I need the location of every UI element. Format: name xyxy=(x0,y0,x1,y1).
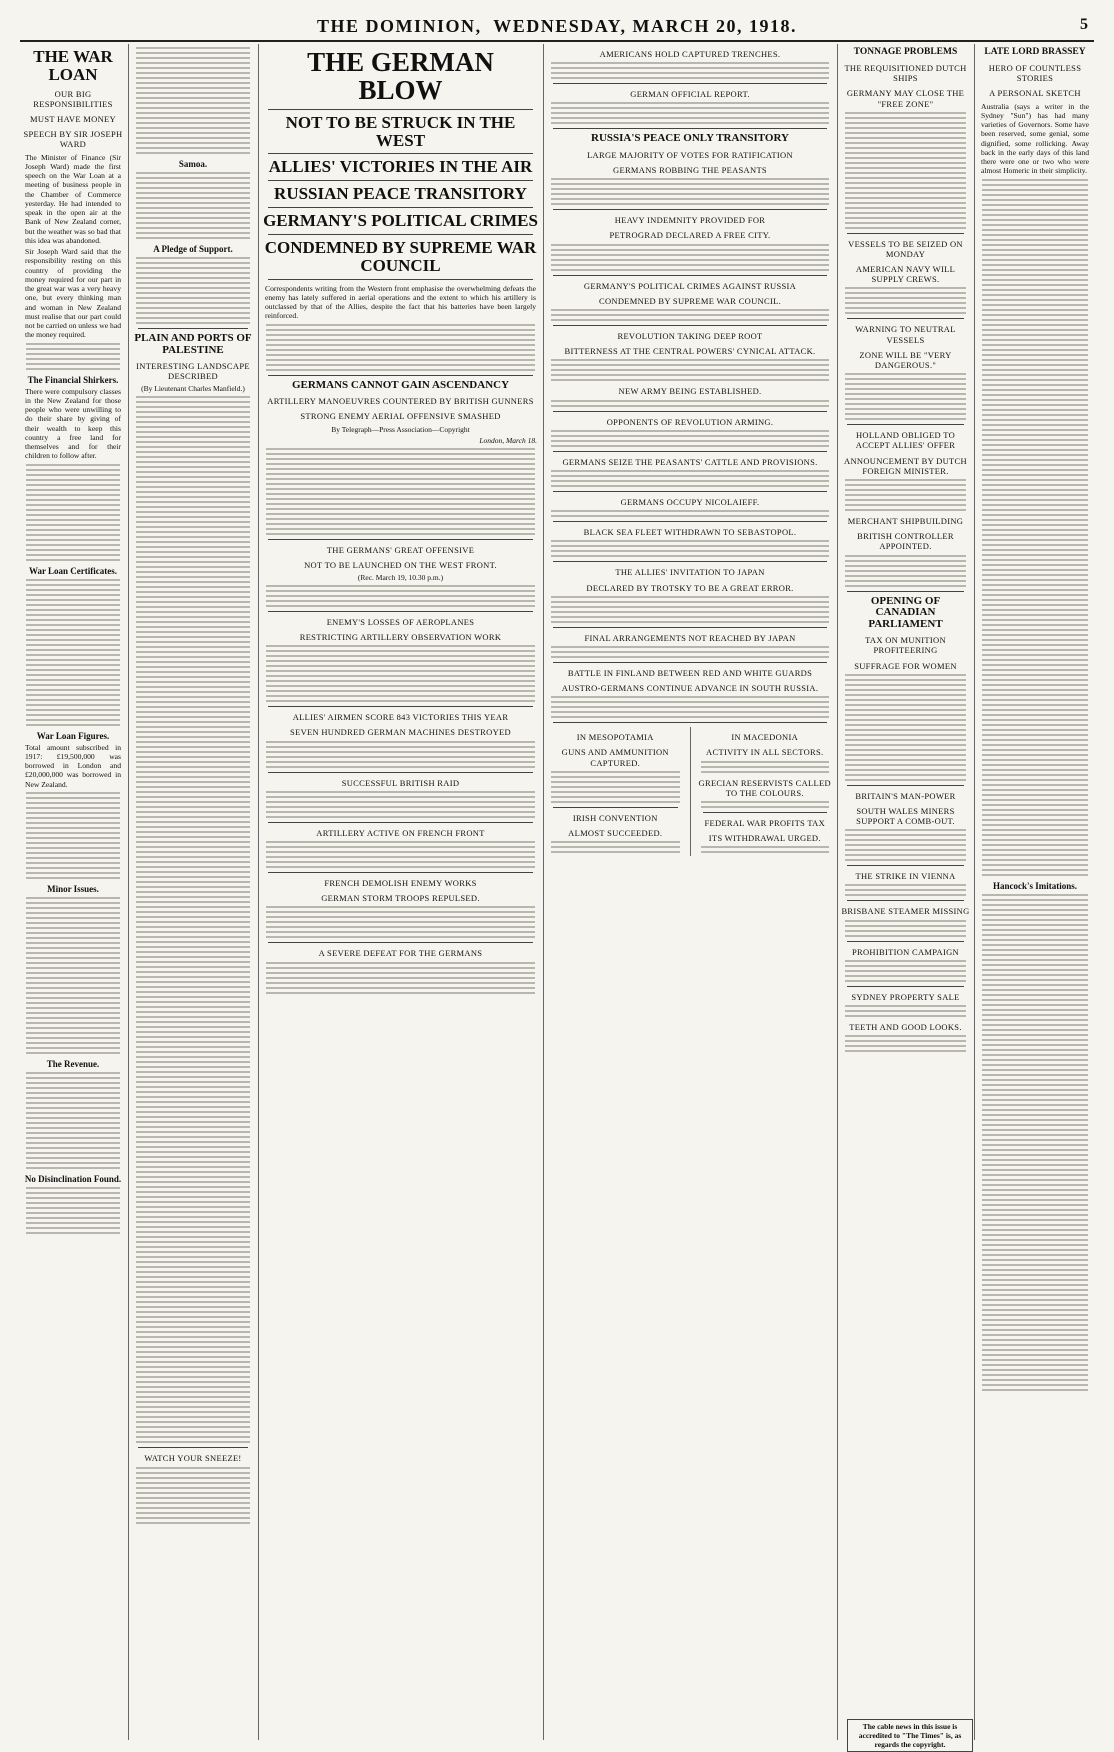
column-rule xyxy=(690,727,691,856)
text-lines xyxy=(136,396,250,1443)
section-headline: IN MACEDONIA xyxy=(731,732,799,743)
text-lines xyxy=(136,1467,250,1524)
section-headline: GERMANS OCCUPY NICOLAIEFF. xyxy=(620,496,760,507)
deck: RESTRICTING ARTILLERY OBSERVATION WORK xyxy=(299,632,502,643)
section-headline: GRECIAN RESERVISTS CALLED TO THE COLOURS. xyxy=(698,777,831,798)
text-lines xyxy=(26,1072,120,1169)
text-lines xyxy=(136,172,250,239)
deck: DECLARED BY TROTSKY TO BE A GREAT ERROR. xyxy=(586,582,794,593)
divider xyxy=(268,539,533,540)
divider xyxy=(847,865,964,866)
text-lines xyxy=(551,244,829,271)
copyright-notice: The cable news in this issue is accredited to "The Times" is, as regards the copyright. xyxy=(847,1719,973,1752)
text-lines xyxy=(982,179,1088,876)
text-lines xyxy=(845,829,966,861)
text-lines xyxy=(26,464,120,561)
column-rule xyxy=(974,44,975,1740)
section-headline: BLACK SEA FLEET WITHDRAWN TO SEBASTOPOL. xyxy=(583,527,797,538)
advert-heading: WATCH YOUR SNEEZE! xyxy=(144,1453,242,1464)
section-headline: SYDNEY PROPERTY SALE xyxy=(851,991,960,1002)
text-lines xyxy=(845,920,966,937)
section-headline: GERMANS CANNOT GAIN ASCENDANCY xyxy=(291,378,510,391)
subhead: The Revenue. xyxy=(46,1058,100,1069)
text-lines xyxy=(551,540,829,557)
article-paragraph: Sir Joseph Ward said that the responsibility resting on this country of providing the money required for our part in the great war was a very heavy one, but every thinking man and woman in New Zealand must realise that our part could not be carried on unless we had the money required. xyxy=(25,247,121,340)
section-headline: SUCCESSFUL BRITISH RAID xyxy=(341,777,460,788)
deck: ITS WITHDRAWAL URGED. xyxy=(708,833,821,844)
deck: ACTIVITY IN ALL SECTORS. xyxy=(706,747,824,758)
text-lines xyxy=(551,178,829,205)
text-lines xyxy=(845,1005,966,1017)
column-rule xyxy=(258,44,259,1740)
text-lines xyxy=(551,400,829,407)
deck: SUFFRAGE FOR WOMEN xyxy=(854,660,957,671)
page-number: 5 xyxy=(1080,16,1088,33)
advert-heading: TEETH AND GOOD LOOKS. xyxy=(849,1022,962,1033)
text-lines xyxy=(701,801,830,808)
divider xyxy=(553,722,827,723)
divider xyxy=(847,233,964,234)
section-headline: HOLLAND OBLIGED TO ACCEPT ALLIES' OFFER xyxy=(855,430,956,451)
divider xyxy=(847,318,964,319)
section-headline: MERCHANT SHIPBUILDING xyxy=(847,515,964,526)
text-lines xyxy=(845,479,966,511)
divider xyxy=(703,812,828,813)
section-headline: GERMANS SEIZE THE PEASANTS' CATTLE AND PROVISIONS. xyxy=(562,456,818,467)
text-lines xyxy=(845,287,966,314)
divider xyxy=(553,275,827,276)
subhead: No Disinclination Found. xyxy=(24,1173,122,1184)
text-lines xyxy=(551,646,829,658)
divider xyxy=(847,591,964,592)
section-headline: FINAL ARRANGEMENTS NOT REACHED BY JAPAN xyxy=(584,632,796,643)
section-headline: ENEMY'S LOSSES OF AEROPLANES xyxy=(326,616,475,627)
text-lines xyxy=(266,906,535,938)
section-headline: PROHIBITION CAMPAIGN xyxy=(852,946,959,957)
text-lines xyxy=(266,841,535,868)
section-headline: A SEVERE DEFEAT FOR THE GERMANS xyxy=(318,948,483,959)
section-headline: TONNAGE PROBLEMS xyxy=(853,47,958,57)
subhead: Hancock's Imitations. xyxy=(992,880,1077,891)
column-war-loan xyxy=(22,44,124,1740)
divider xyxy=(268,611,533,612)
section-headline: OPENING OF CANADIAN PARLIAMENT xyxy=(868,594,943,630)
section-headline: BATTLE IN FINLAND BETWEEN RED AND WHITE GUARDS xyxy=(567,667,813,678)
main-headline: THE GERMAN BLOW xyxy=(307,47,494,106)
text-lines xyxy=(551,510,829,517)
text-lines xyxy=(982,894,1088,1391)
section-headline: HEAVY INDEMNITY PROVIDED FOR xyxy=(614,215,766,226)
text-lines xyxy=(551,430,829,447)
divider xyxy=(268,706,533,707)
deck: ARTILLERY MANOEUVRES COUNTERED BY BRITISH GUNNERS xyxy=(267,396,534,407)
deck: RUSSIAN PEACE TRANSITORY xyxy=(274,184,527,204)
subhead: The Financial Shirkers. xyxy=(27,374,119,385)
article-paragraph: The Minister of Finance (Sir Joseph Ward) made the first speech on the War Loan at a meeting of business people in the Chamber of Commerce yesterday. He had intended to speak in the open air at the Bank of New Zealand corner, but the weather was so bad that this idea was abandoned. xyxy=(25,152,121,245)
mesopotamia-block xyxy=(547,727,684,856)
text-lines xyxy=(136,47,250,154)
text-lines xyxy=(551,309,829,321)
section-headline: AMERICANS HOLD CAPTURED TRENCHES. xyxy=(599,49,781,59)
deck: OUR BIG RESPONSIBILITIES xyxy=(33,88,113,109)
article-paragraph: There were compulsory classes in the New Zealand for those people who were unwilling to do their share by giving of their wealth to keep this country a free land for themselves and for their children to follow after. xyxy=(25,386,121,461)
deck: SOUTH WALES MINERS SUPPORT A COMB-OUT. xyxy=(856,805,955,827)
text-lines xyxy=(845,960,966,982)
section-headline: GERMANY'S POLITICAL CRIMES AGAINST RUSSIA xyxy=(583,280,797,291)
text-lines xyxy=(845,884,966,896)
section-headline: ALLIES' AIRMEN SCORE 843 VICTORIES THIS YEAR xyxy=(292,712,509,723)
column-two xyxy=(132,44,254,1740)
text-lines xyxy=(136,257,250,324)
divider xyxy=(268,207,533,208)
divider xyxy=(553,451,827,452)
column-rule xyxy=(837,44,838,1740)
deck: ALMOST SUCCEEDED. xyxy=(568,828,663,839)
divider xyxy=(847,424,964,425)
deck: GERMAN STORM TROOPS REPULSED. xyxy=(321,893,480,904)
column-rule xyxy=(128,44,129,1740)
section-headline: IN MESOPOTAMIA xyxy=(576,732,654,743)
masthead-title: THE DOMINION, WEDNESDAY, MARCH 20, 1918. xyxy=(317,15,797,36)
deck: A PERSONAL SKETCH xyxy=(989,88,1081,99)
subhead: A Pledge of Support. xyxy=(153,244,233,254)
text-lines xyxy=(551,596,829,623)
text-lines xyxy=(266,448,535,535)
text-lines xyxy=(26,1187,120,1234)
text-lines xyxy=(551,696,829,718)
divider xyxy=(553,83,827,84)
deck: SPEECH BY SIR JOSEPH WARD xyxy=(23,129,123,150)
divider xyxy=(553,627,827,628)
section-headline: IRISH CONVENTION xyxy=(572,812,658,823)
subhead: War Loan Certificates. xyxy=(28,565,118,576)
deck: ANNOUNCEMENT BY DUTCH FOREIGN MINISTER. xyxy=(844,455,967,476)
divider xyxy=(268,772,533,773)
text-lines xyxy=(266,645,535,702)
deck: GERMANS ROBBING THE PEASANTS xyxy=(613,165,767,176)
subhead: Samoa. xyxy=(178,159,208,169)
text-lines xyxy=(845,674,966,781)
article-paragraph: Australia (says a writer in the Sydney "Sun") has had many varieties of Governors. Some have been reserved, some genial, some dignified, some rollicking. Away back in the early days of this land there were one or two who were almost Homeric in their simplicity. xyxy=(981,101,1089,176)
headline: THE WAR LOAN xyxy=(33,47,113,84)
divider xyxy=(847,900,964,901)
deck: ALLIES' VICTORIES IN THE AIR xyxy=(268,157,533,177)
divider xyxy=(553,491,827,492)
divider xyxy=(268,375,533,376)
dateline-place: London, March 18. xyxy=(479,435,537,445)
text-lines xyxy=(701,761,830,773)
article-paragraph: Total amount subscribed in 1917: £19,500,000 was borrowed in London and £20,000,000 was borrowed in New Zealand. xyxy=(25,742,121,789)
deck: GERMANY'S POLITICAL CRIMES xyxy=(263,211,538,231)
text-lines xyxy=(845,555,966,587)
divider xyxy=(268,234,533,235)
divider xyxy=(268,153,533,154)
divider xyxy=(553,209,827,210)
divider xyxy=(847,785,964,786)
text-lines xyxy=(845,112,966,229)
text-lines xyxy=(266,791,535,818)
deck: GUNS AND AMMUNITION CAPTURED. xyxy=(561,747,669,768)
text-lines xyxy=(845,1035,966,1052)
deck: NOT TO BE LAUNCHED ON THE WEST FRONT. xyxy=(304,559,497,570)
text-lines xyxy=(551,359,829,381)
section-headline: RUSSIA'S PEACE ONLY TRANSITORY xyxy=(591,132,789,145)
section-headline: REVOLUTION TAKING DEEP ROOT xyxy=(617,331,763,342)
divider xyxy=(553,128,827,129)
section-headline: AUSTRO-GERMANS CONTINUE ADVANCE IN SOUTH RUSSIA. xyxy=(561,683,819,694)
section-headline: OPPONENTS OF REVOLUTION ARMING. xyxy=(606,416,774,427)
section-headline: THE GERMANS' GREAT OFFENSIVE xyxy=(326,544,475,555)
split-section xyxy=(547,727,833,856)
divider xyxy=(553,662,827,663)
divider xyxy=(847,941,964,942)
deck: LARGE MAJORITY OF VOTES FOR RATIFICATION xyxy=(587,149,793,160)
divider xyxy=(268,279,533,280)
divider xyxy=(268,872,533,873)
deck: CONDEMNED BY SUPREME WAR COUNCIL. xyxy=(598,295,782,306)
divider xyxy=(268,822,533,823)
deck: THE REQUISITIONED DUTCH SHIPS xyxy=(844,62,967,84)
text-lines xyxy=(26,897,120,1054)
deck: ZONE WILL BE "VERY DANGEROUS." xyxy=(859,349,952,371)
section-headline: BRISBANE STEAMER MISSING xyxy=(841,906,970,917)
subhead: War Loan Figures. xyxy=(36,730,110,741)
divider xyxy=(553,807,678,808)
column-russia xyxy=(547,44,833,1740)
text-lines xyxy=(26,343,120,370)
issue-date: WEDNESDAY, MARCH 20, 1918. xyxy=(493,15,797,36)
column-tonnage xyxy=(841,44,970,1740)
text-lines xyxy=(26,792,120,879)
masthead xyxy=(20,12,1094,42)
divider xyxy=(847,986,964,987)
section-headline: FRENCH DEMOLISH ENEMY WORKS xyxy=(324,878,477,889)
deck: INTERESTING LANDSCAPE DESCRIBED xyxy=(136,361,250,382)
text-lines xyxy=(266,324,535,371)
text-lines xyxy=(26,579,120,726)
text-lines xyxy=(845,373,966,420)
text-lines xyxy=(701,846,830,853)
deck: TAX ON MUNITION PROFITEERING xyxy=(865,635,946,656)
divider xyxy=(553,325,827,326)
byline: By Telegraph—Press Association—Copyright xyxy=(331,424,470,434)
deck: PETROGRAD DECLARED A FREE CITY. xyxy=(609,230,771,241)
deck: STRONG ENEMY AERIAL OFFENSIVE SMASHED xyxy=(300,411,501,422)
divider xyxy=(268,109,533,110)
column-rule xyxy=(543,44,544,1740)
deck: SEVEN HUNDRED GERMAN MACHINES DESTROYED xyxy=(290,727,511,738)
divider xyxy=(268,942,533,943)
text-lines xyxy=(266,585,535,607)
section-headline: ARTILLERY ACTIVE ON FRENCH FRONT xyxy=(316,827,485,838)
subhead: Minor Issues. xyxy=(47,883,99,894)
section-headline: THE ALLIES' INVITATION TO JAPAN xyxy=(615,567,765,578)
divider xyxy=(268,180,533,181)
deck: CONDEMNED BY SUPREME WAR COUNCIL xyxy=(264,237,537,275)
text-lines xyxy=(551,62,829,79)
section-headline: VESSELS TO BE SEIZED ON MONDAY xyxy=(848,238,963,259)
deck: BRITISH CONTROLLER APPOINTED. xyxy=(857,531,954,552)
deck: NOT TO BE STRUCK IN THE WEST xyxy=(285,112,516,150)
deck: MUST HAVE MONEY xyxy=(30,114,116,125)
text-lines xyxy=(551,771,680,803)
divider xyxy=(553,411,827,412)
section-headline: BRITAIN'S MAN-POWER xyxy=(855,790,956,801)
divider xyxy=(138,1447,248,1448)
divider xyxy=(138,328,248,329)
section-headline: THE STRIKE IN VIENNA xyxy=(855,871,956,882)
column-german-blow xyxy=(262,44,539,1740)
divider xyxy=(553,561,827,562)
text-lines xyxy=(266,741,535,768)
section-headline: LATE LORD BRASSEY xyxy=(984,47,1086,57)
section-headline: FEDERAL WAR PROFITS TAX xyxy=(704,818,826,829)
article-paragraph: Correspondents writing from the Western front emphasise the overwhelming defeats the enemy has lately suffered in aerial operations and the extent to which his artillery is outclassed by that of the Allies, despite the fact that his batteries have been largely reinforced. xyxy=(265,283,536,321)
headline: PLAIN AND PORTS OF PALESTINE xyxy=(134,332,252,356)
text-lines xyxy=(551,102,829,124)
divider xyxy=(553,521,827,522)
deck: NEW ARMY BEING ESTABLISHED. xyxy=(618,386,762,397)
deck: AMERICAN NAVY WILL SUPPLY CREWS. xyxy=(855,264,956,285)
deck: BITTERNESS AT THE CENTRAL POWERS' CYNICAL ATTACK. xyxy=(564,346,816,357)
byline: (By Lieutenant Charles Manfield.) xyxy=(141,384,245,394)
dateline: (Rec. March 19, 10.30 p.m.) xyxy=(357,572,444,582)
column-lord-brassey xyxy=(978,44,1092,1740)
text-lines xyxy=(551,841,680,853)
paper-name: THE DOMINION xyxy=(317,15,476,36)
macedonia-block xyxy=(697,727,834,856)
section-headline: GERMAN OFFICIAL REPORT. xyxy=(630,89,750,100)
text-lines xyxy=(266,962,535,994)
deck: HERO OF COUNTLESS STORIES xyxy=(988,62,1082,84)
text-lines xyxy=(551,470,829,487)
deck: GERMANY MAY CLOSE THE "FREE ZONE" xyxy=(846,88,965,109)
section-headline: WARNING TO NEUTRAL VESSELS xyxy=(855,324,956,345)
